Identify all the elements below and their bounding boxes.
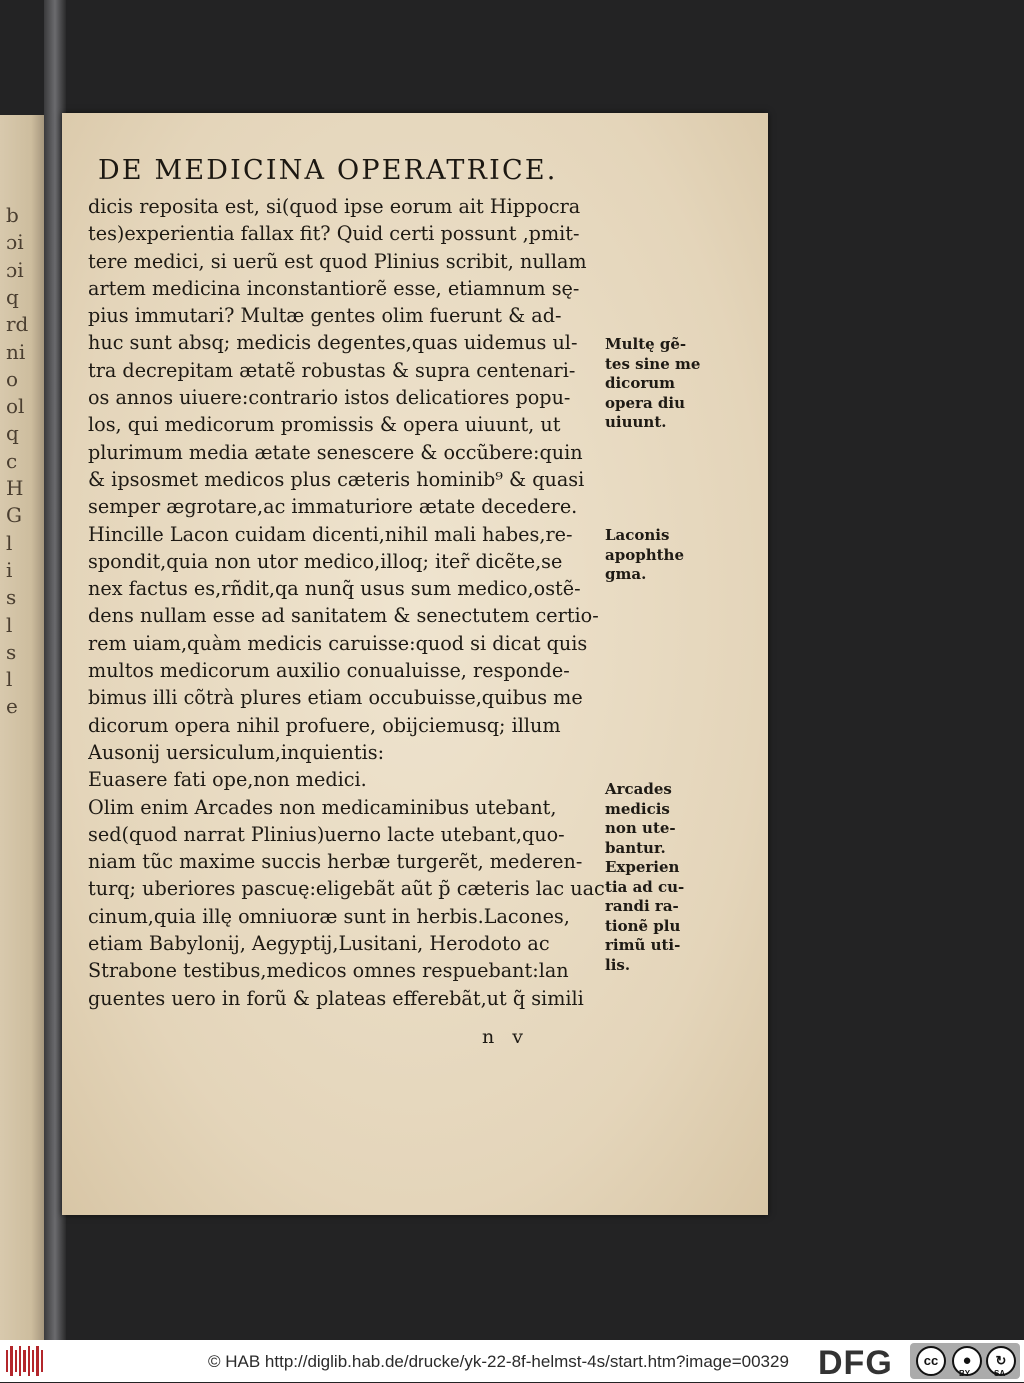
edge-letter: ni (6, 339, 26, 364)
edge-letter: ol (6, 394, 25, 419)
marginal-line: medicis (605, 799, 670, 818)
text-line: sed(quod narrat Plinius)uerno lacte utebant,quo- (88, 822, 565, 846)
text-line: Ausonij uersiculum,inquientis: (88, 740, 385, 764)
text-line: dens nullam esse ad sanitatem & senectutem certio- (88, 604, 599, 628)
body-text (88, 193, 608, 1012)
sa-icon: ↻ (986, 1346, 1016, 1376)
marginal-line: opera diu (605, 393, 685, 412)
marginal-line: Multę gẽ- (605, 335, 687, 353)
text-line: huc sunt absq; medicis degentes,quas uidemus ul- (88, 331, 578, 355)
sa-label: SA (994, 1369, 1006, 1378)
copyright-link[interactable]: © HAB http://diglib.hab.de/drucke/yk-22-8f-helmst-4s/start.htm?image=00329 (208, 1352, 789, 1371)
viewer-footer (0, 1340, 1024, 1382)
marginal-line: rimũ uti- (605, 936, 681, 954)
text-line: tes)experientia fallax fit? Quid certi possunt ,pmit- (88, 222, 580, 246)
by-icon: ● (952, 1346, 982, 1376)
edge-letter: e (6, 694, 18, 719)
edge-letter: ɔi (6, 230, 24, 255)
marginal-line: lis. (605, 955, 631, 974)
marginal-line: uiuunt. (605, 413, 667, 431)
edge-letter: ɔi (6, 257, 24, 282)
text-line: tere medici, si uerũ est quod Plinius scribit, nullam (88, 249, 587, 273)
edge-letter: l (6, 530, 13, 555)
edge-letter: c (6, 448, 18, 473)
edge-letter: rd (6, 312, 29, 337)
text-line: dicorum opera nihil profuere, obijciemusq; illum (88, 713, 561, 737)
text-line: bimus illi cõtrà plures etiam occubuisse,quibus me (88, 686, 583, 710)
edge-letter: s (6, 585, 17, 610)
marginal-line: Arcades (605, 780, 672, 798)
text-line: cinum,quia illę omniuoræ sunt in herbis.Lacones, (88, 904, 570, 928)
running-head: DE MEDICINA OPERATRICE. (98, 155, 558, 186)
edge-letter: o (6, 366, 19, 391)
edge-letter: l (6, 612, 13, 637)
text-line: spondit,quia non utor medico,illoq; iter̃ dicẽte,se (88, 549, 563, 573)
text-line: los, qui medicorum promissis & opera uiuunt, ut (88, 413, 561, 437)
marginal-line: apophthe (605, 545, 684, 564)
text-line: Hincille Lacon cuidam dicenti,nihil mali habes,re- (88, 522, 573, 546)
marginal-line: bantur. (605, 838, 666, 857)
edge-letter: H (6, 476, 24, 500)
text-line: & ipsosmet medicos plus cæteris hominib⁹ & quasi (88, 467, 585, 491)
marginal-note-3 (605, 780, 715, 975)
text-line: etiam Babylonij, Aegyptij,Lusitani, Herodoto ac (88, 932, 550, 956)
marginal-line: Laconis (605, 526, 670, 544)
text-line: niam tũc maxime succis herbæ turgerẽt, mederen- (88, 850, 583, 874)
marginal-line: tes sine me (605, 354, 701, 373)
edge-letter: b (6, 203, 19, 227)
marginal-line: gma. (605, 565, 647, 583)
edge-letter: l (6, 667, 13, 692)
text-line: rem uiam,quàm medicis caruisse:quod si dicat quis (88, 631, 588, 655)
book-page (62, 113, 768, 1215)
marginal-line: non ute- (605, 819, 676, 837)
dfg-logo: DFG (818, 1344, 893, 1382)
marginal-line: tia ad cu- (605, 877, 685, 896)
marginal-line: randi ra- (605, 897, 679, 915)
text-line: artem medicina inconstantiorẽ esse, etiamnum sę- (88, 276, 580, 300)
edge-letter: i (6, 557, 13, 582)
text-line: Olim enim Arcades non medicaminibus utebant, (88, 795, 557, 819)
text-line: Strabone testibus,medicos omnes respuebant:lan (88, 959, 569, 983)
text-line: os annos uiuere:contrario istos delicatiores popu- (88, 386, 571, 410)
text-line: nex factus es,rñdit,qa nunq̃ usus sum medico,ostẽ- (88, 577, 581, 601)
signature-mark: n v (482, 1026, 530, 1048)
text-line: turq; uberiores pascuę:eligebãt aũt p̃ cæteris lac uac (88, 877, 605, 901)
marginal-line: Experien (605, 858, 680, 876)
marginal-line: dicorum (605, 374, 676, 392)
text-line: dicis reposita est, si(quod ipse eorum ait Hippocra (88, 195, 581, 218)
text-line: guentes uero in forũ & plateas efferebãt,ut q̃ simili (88, 986, 584, 1010)
text-line: semper ægrotare,ac immaturiore ætate decedere. (88, 495, 578, 519)
text-line: pius immutari? Multæ gentes olim fuerunt & ad- (88, 304, 562, 328)
text-line: multos medicorum auxilio conualuisse, responde- (88, 659, 570, 683)
text-line: Euasere fati ope,non medici. (88, 768, 367, 792)
edge-letter: q (6, 421, 19, 446)
edge-letter: q (6, 284, 19, 309)
barcode-icon (6, 1346, 46, 1376)
cc-license-badge[interactable] (910, 1343, 1020, 1379)
cc-icon: cc (916, 1346, 946, 1376)
marginal-note-2 (605, 526, 715, 585)
edge-letter: G (6, 503, 22, 528)
edge-letter: s (6, 639, 17, 664)
text-line: tra decrepitam ætatẽ robustas & supra centenari- (88, 358, 576, 382)
marginal-note-1 (605, 335, 715, 433)
text-line: plurimum media ætate senescere & occũbere:quin (88, 440, 583, 464)
by-label: BY (959, 1369, 971, 1378)
marginal-line: tionẽ plu (605, 916, 681, 935)
